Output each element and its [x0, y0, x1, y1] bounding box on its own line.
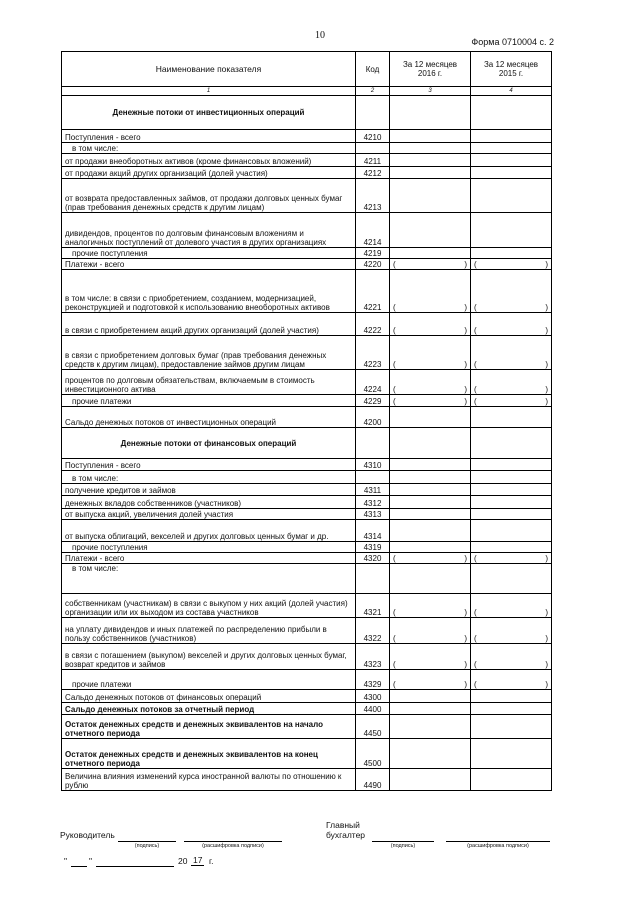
value-2015-cell[interactable] [471, 739, 552, 769]
row-code: 4300 [356, 690, 390, 703]
value-2016-cell[interactable] [390, 564, 471, 594]
value-2016-cell[interactable] [390, 520, 471, 542]
chief-label: Главный [326, 820, 360, 830]
value-2015-cell[interactable] [471, 509, 552, 520]
table-row [62, 553, 552, 564]
row-label: Сальдо денежных потоков от инвестиционных операций [62, 407, 356, 428]
value-2016-cell[interactable] [390, 167, 471, 179]
value-2015-cell[interactable] [471, 769, 552, 791]
value-2015-cell[interactable] [471, 96, 552, 130]
row-label: прочие поступления [62, 542, 356, 553]
close-paren: ) [545, 680, 548, 689]
open-paren: ( [474, 260, 477, 269]
row-label: от продажи акций других организаций (долей участия) [62, 167, 356, 179]
row-code: 4210 [356, 130, 390, 143]
value-2015-cell[interactable] [471, 130, 552, 143]
table-row [62, 154, 552, 167]
row-label: Поступления - всего [62, 130, 356, 143]
value-2016-cell[interactable] [390, 313, 471, 336]
row-code: 4450 [356, 715, 390, 739]
row-code: 4200 [356, 407, 390, 428]
open-paren: ( [474, 385, 477, 394]
table-row [62, 564, 552, 594]
table-row [62, 542, 552, 553]
value-2016-cell[interactable] [390, 703, 471, 715]
table-row [62, 484, 552, 496]
row-code [356, 471, 390, 484]
value-2016-cell[interactable] [390, 143, 471, 154]
close-paren: ) [545, 260, 548, 269]
row-label: от продажи внеоборотных активов (кроме финансовых вложений) [62, 154, 356, 167]
head-signature-line [118, 841, 176, 842]
row-label: Сальдо денежных потоков за отчетный период [62, 703, 356, 715]
value-2016-cell[interactable] [390, 553, 471, 564]
date-close-quote: " [89, 856, 93, 866]
row-code: 4490 [356, 769, 390, 791]
row-code [356, 428, 390, 459]
close-paren: ) [545, 608, 548, 617]
table-row [62, 213, 552, 248]
table-row [62, 618, 552, 644]
row-code: 4214 [356, 213, 390, 248]
value-2015-cell[interactable] [471, 459, 552, 471]
close-paren: ) [464, 260, 467, 269]
table-row [62, 167, 552, 179]
table-row [62, 143, 552, 154]
open-paren: ( [393, 680, 396, 689]
value-2015-cell[interactable] [471, 564, 552, 594]
row-code: 4322 [356, 618, 390, 644]
value-2015-cell[interactable] [471, 618, 552, 644]
cash-flow-table [61, 51, 552, 791]
row-label: собственникам (участникам) в связи с выкупом у них акций (долей участия) организации или их выходом из состава участников [62, 594, 356, 618]
table-row [62, 248, 552, 259]
open-paren: ( [474, 326, 477, 335]
row-code: 4319 [356, 542, 390, 553]
page-number: 10 [315, 30, 325, 41]
open-paren: ( [393, 385, 396, 394]
row-code: 4320 [356, 553, 390, 564]
date-day-line [71, 866, 87, 867]
header-name: Наименование показателя [62, 52, 356, 87]
row-code: 4310 [356, 459, 390, 471]
close-paren: ) [545, 634, 548, 643]
open-paren: ( [474, 360, 477, 369]
value-2016-cell[interactable] [390, 496, 471, 509]
value-2015-cell[interactable] [471, 542, 552, 553]
value-2015-cell[interactable] [471, 471, 552, 484]
value-2015-cell[interactable] [471, 670, 552, 690]
value-2016-cell[interactable] [390, 459, 471, 471]
table-row [62, 270, 552, 313]
value-2015-cell[interactable] [471, 179, 552, 213]
table-row [62, 520, 552, 542]
table-row [62, 644, 552, 670]
row-label: процентов по долговым обязательствам, включаемым в стоимость инвестиционного актива [62, 370, 356, 395]
header-code: Код [356, 52, 390, 87]
column-index: 2 [356, 87, 390, 96]
value-2015-cell[interactable] [471, 690, 552, 703]
open-paren: ( [393, 608, 396, 617]
value-2015-cell[interactable] [471, 313, 552, 336]
chief-signature-line [372, 841, 434, 842]
value-2015-cell[interactable] [471, 213, 552, 248]
row-code: 4212 [356, 167, 390, 179]
open-paren: ( [474, 680, 477, 689]
value-2016-cell[interactable] [390, 618, 471, 644]
row-code: 4500 [356, 739, 390, 769]
value-2016-cell[interactable] [390, 154, 471, 167]
value-2015-cell[interactable] [471, 270, 552, 313]
form-reference: Форма 0710004 с. 2 [471, 37, 554, 47]
open-paren: ( [393, 326, 396, 335]
table-row [62, 715, 552, 739]
column-index-row [62, 87, 552, 96]
value-2015-cell[interactable] [471, 553, 552, 564]
value-2016-cell[interactable] [390, 259, 471, 270]
value-2016-cell[interactable] [390, 644, 471, 670]
row-code: 4321 [356, 594, 390, 618]
open-paren: ( [393, 303, 396, 312]
row-label: в том числе: в связи с приобретением, созданием, модернизацией, реконструкцией и подготовкой к использованию внеоборотных активов [62, 270, 356, 313]
row-code: 4211 [356, 154, 390, 167]
table-row [62, 703, 552, 715]
close-paren: ) [545, 326, 548, 335]
row-label: Поступления - всего [62, 459, 356, 471]
header-period-2016: За 12 месяцев 2016 г. [390, 52, 471, 87]
column-index: 4 [471, 87, 552, 96]
open-paren: ( [393, 634, 396, 643]
value-2015-cell[interactable] [471, 496, 552, 509]
table-row [62, 259, 552, 270]
table-row [62, 130, 552, 143]
row-code: 4229 [356, 395, 390, 407]
table-row [62, 336, 552, 370]
row-label: получение кредитов и займов [62, 484, 356, 496]
head-label: Руководитель [60, 830, 115, 840]
section-title: Денежные потоки от инвестиционных операций [62, 96, 356, 130]
open-paren: ( [393, 397, 396, 406]
value-2015-cell[interactable] [471, 167, 552, 179]
value-2016-cell[interactable] [390, 471, 471, 484]
row-code [356, 96, 390, 130]
date-year-prefix: 20 [178, 856, 188, 866]
value-2016-cell[interactable] [390, 670, 471, 690]
value-2016-cell[interactable] [390, 130, 471, 143]
date-month-line [96, 866, 174, 867]
head-decode-caption: (расшифровка подписи) [202, 843, 264, 849]
row-label: Платежи - всего [62, 259, 356, 270]
close-paren: ) [464, 326, 467, 335]
table-row [62, 313, 552, 336]
value-2015-cell[interactable] [471, 428, 552, 459]
value-2015-cell[interactable] [471, 520, 552, 542]
row-label: денежных вкладов собственников (участников) [62, 496, 356, 509]
section-row [62, 96, 552, 130]
close-paren: ) [464, 554, 467, 563]
row-code: 4222 [356, 313, 390, 336]
column-index: 1 [62, 87, 356, 96]
table-row [62, 509, 552, 520]
row-code [356, 143, 390, 154]
table-row [62, 395, 552, 407]
row-code: 4223 [356, 336, 390, 370]
row-label: прочие поступления [62, 248, 356, 259]
row-label: Платежи - всего [62, 553, 356, 564]
value-2015-cell[interactable] [471, 407, 552, 428]
row-code: 4213 [356, 179, 390, 213]
value-2016-cell[interactable] [390, 96, 471, 130]
table-row [62, 690, 552, 703]
row-label: в том числе: [62, 564, 356, 594]
table-row [62, 670, 552, 690]
chief-label-2: бухгалтер [326, 830, 366, 840]
close-paren: ) [464, 385, 467, 394]
table-row [62, 769, 552, 791]
row-label: прочие платежи [62, 395, 356, 407]
table-row [62, 739, 552, 769]
value-2015-cell[interactable] [471, 143, 552, 154]
open-paren: ( [474, 608, 477, 617]
row-code: 4219 [356, 248, 390, 259]
open-paren: ( [393, 260, 396, 269]
row-label: в том числе: [62, 471, 356, 484]
value-2015-cell[interactable] [471, 594, 552, 618]
open-paren: ( [474, 397, 477, 406]
value-2016-cell[interactable] [390, 428, 471, 459]
value-2016-cell[interactable] [390, 395, 471, 407]
value-2016-cell[interactable] [390, 715, 471, 739]
close-paren: ) [545, 660, 548, 669]
table-row [62, 407, 552, 428]
date-open-quote: " [64, 856, 68, 866]
table-row [62, 471, 552, 484]
value-2016-cell[interactable] [390, 407, 471, 428]
value-2016-cell[interactable] [390, 484, 471, 496]
value-2015-cell[interactable] [471, 248, 552, 259]
value-2015-cell[interactable] [471, 703, 552, 715]
open-paren: ( [393, 554, 396, 563]
row-code: 4329 [356, 670, 390, 690]
row-code: 4224 [356, 370, 390, 395]
value-2016-cell[interactable] [390, 769, 471, 791]
row-label: Сальдо денежных потоков от финансовых операций [62, 690, 356, 703]
table-header [62, 52, 552, 87]
row-label: дивидендов, процентов по долговым финансовым вложениям и аналогичных поступлений от долевого участия в других организациях [62, 213, 356, 248]
row-label: в связи с приобретением долговых бумаг (прав требования денежных средств к другим лицам), предоставление займов другим лицам [62, 336, 356, 370]
row-label: Величина влияния изменений курса иностранной валюты по отношению к рублю [62, 769, 356, 791]
row-label: от возврата предоставленных займов, от продажи долговых ценных бумаг (прав требования денежных средств к другим лицам) [62, 179, 356, 213]
open-paren: ( [393, 660, 396, 669]
close-paren: ) [545, 303, 548, 312]
row-label: в том числе: [62, 143, 356, 154]
value-2016-cell[interactable] [390, 248, 471, 259]
open-paren: ( [474, 660, 477, 669]
value-2015-cell[interactable] [471, 259, 552, 270]
open-paren: ( [474, 634, 477, 643]
row-label: в связи с приобретением акций других организаций (долей участия) [62, 313, 356, 336]
close-paren: ) [464, 660, 467, 669]
row-label: на уплату дивидендов и иных платежей по распределению прибыли в пользу собственников (участников) [62, 618, 356, 644]
header-period-2015: За 12 месяцев 2015 г. [471, 52, 552, 87]
head-decode-line [184, 841, 282, 842]
row-code: 4221 [356, 270, 390, 313]
row-label: Остаток денежных средств и денежных эквивалентов на начало отчетного периода [62, 715, 356, 739]
value-2016-cell[interactable] [390, 336, 471, 370]
close-paren: ) [464, 397, 467, 406]
row-code: 4220 [356, 259, 390, 270]
chief-sign-caption: (подпись) [390, 843, 416, 849]
date-year-suffix: 17 [193, 855, 203, 865]
chief-decode-line [446, 841, 550, 842]
value-2016-cell[interactable] [390, 179, 471, 213]
table-row [62, 594, 552, 618]
value-2016-cell[interactable] [390, 690, 471, 703]
value-2015-cell[interactable] [471, 395, 552, 407]
row-label: прочие платежи [62, 670, 356, 690]
close-paren: ) [464, 634, 467, 643]
close-paren: ) [464, 608, 467, 617]
chief-decode-caption: (расшифровка подписи) [467, 843, 529, 849]
row-code: 4323 [356, 644, 390, 670]
open-paren: ( [474, 554, 477, 563]
value-2016-cell[interactable] [390, 270, 471, 313]
row-code: 4314 [356, 520, 390, 542]
section-title: Денежные потоки от финансовых операций [62, 428, 356, 459]
value-2016-cell[interactable] [390, 509, 471, 520]
section-row [62, 428, 552, 459]
close-paren: ) [464, 360, 467, 369]
open-paren: ( [474, 303, 477, 312]
value-2016-cell[interactable] [390, 542, 471, 553]
value-2015-cell[interactable] [471, 154, 552, 167]
table-row [62, 459, 552, 471]
row-label: от выпуска акций, увеличения долей участия [62, 509, 356, 520]
value-2015-cell[interactable] [471, 644, 552, 670]
table-row [62, 179, 552, 213]
close-paren: ) [545, 554, 548, 563]
close-paren: ) [464, 680, 467, 689]
open-paren: ( [393, 360, 396, 369]
value-2016-cell[interactable] [390, 739, 471, 769]
value-2015-cell[interactable] [471, 336, 552, 370]
close-paren: ) [464, 303, 467, 312]
row-code: 4313 [356, 509, 390, 520]
row-code: 4400 [356, 703, 390, 715]
table-row [62, 496, 552, 509]
row-code: 4311 [356, 484, 390, 496]
value-2016-cell[interactable] [390, 370, 471, 395]
value-2015-cell[interactable] [471, 715, 552, 739]
row-label: от выпуска облигаций, векселей и других долговых ценных бумаг и др. [62, 520, 356, 542]
table-row [62, 370, 552, 395]
row-label: Остаток денежных средств и денежных эквивалентов на конец отчетного периода [62, 739, 356, 769]
row-label: в связи с погашением (выкупом) векселей и других долговых ценных бумаг, возврат кредитов и займов [62, 644, 356, 670]
head-sign-caption: (подпись) [134, 843, 160, 849]
close-paren: ) [545, 360, 548, 369]
value-2016-cell[interactable] [390, 213, 471, 248]
row-code: 4312 [356, 496, 390, 509]
close-paren: ) [545, 385, 548, 394]
date-year-unit: г. [209, 856, 214, 866]
value-2015-cell[interactable] [471, 484, 552, 496]
row-code [356, 564, 390, 594]
value-2016-cell[interactable] [390, 594, 471, 618]
value-2015-cell[interactable] [471, 370, 552, 395]
close-paren: ) [545, 397, 548, 406]
column-index: 3 [390, 87, 471, 96]
